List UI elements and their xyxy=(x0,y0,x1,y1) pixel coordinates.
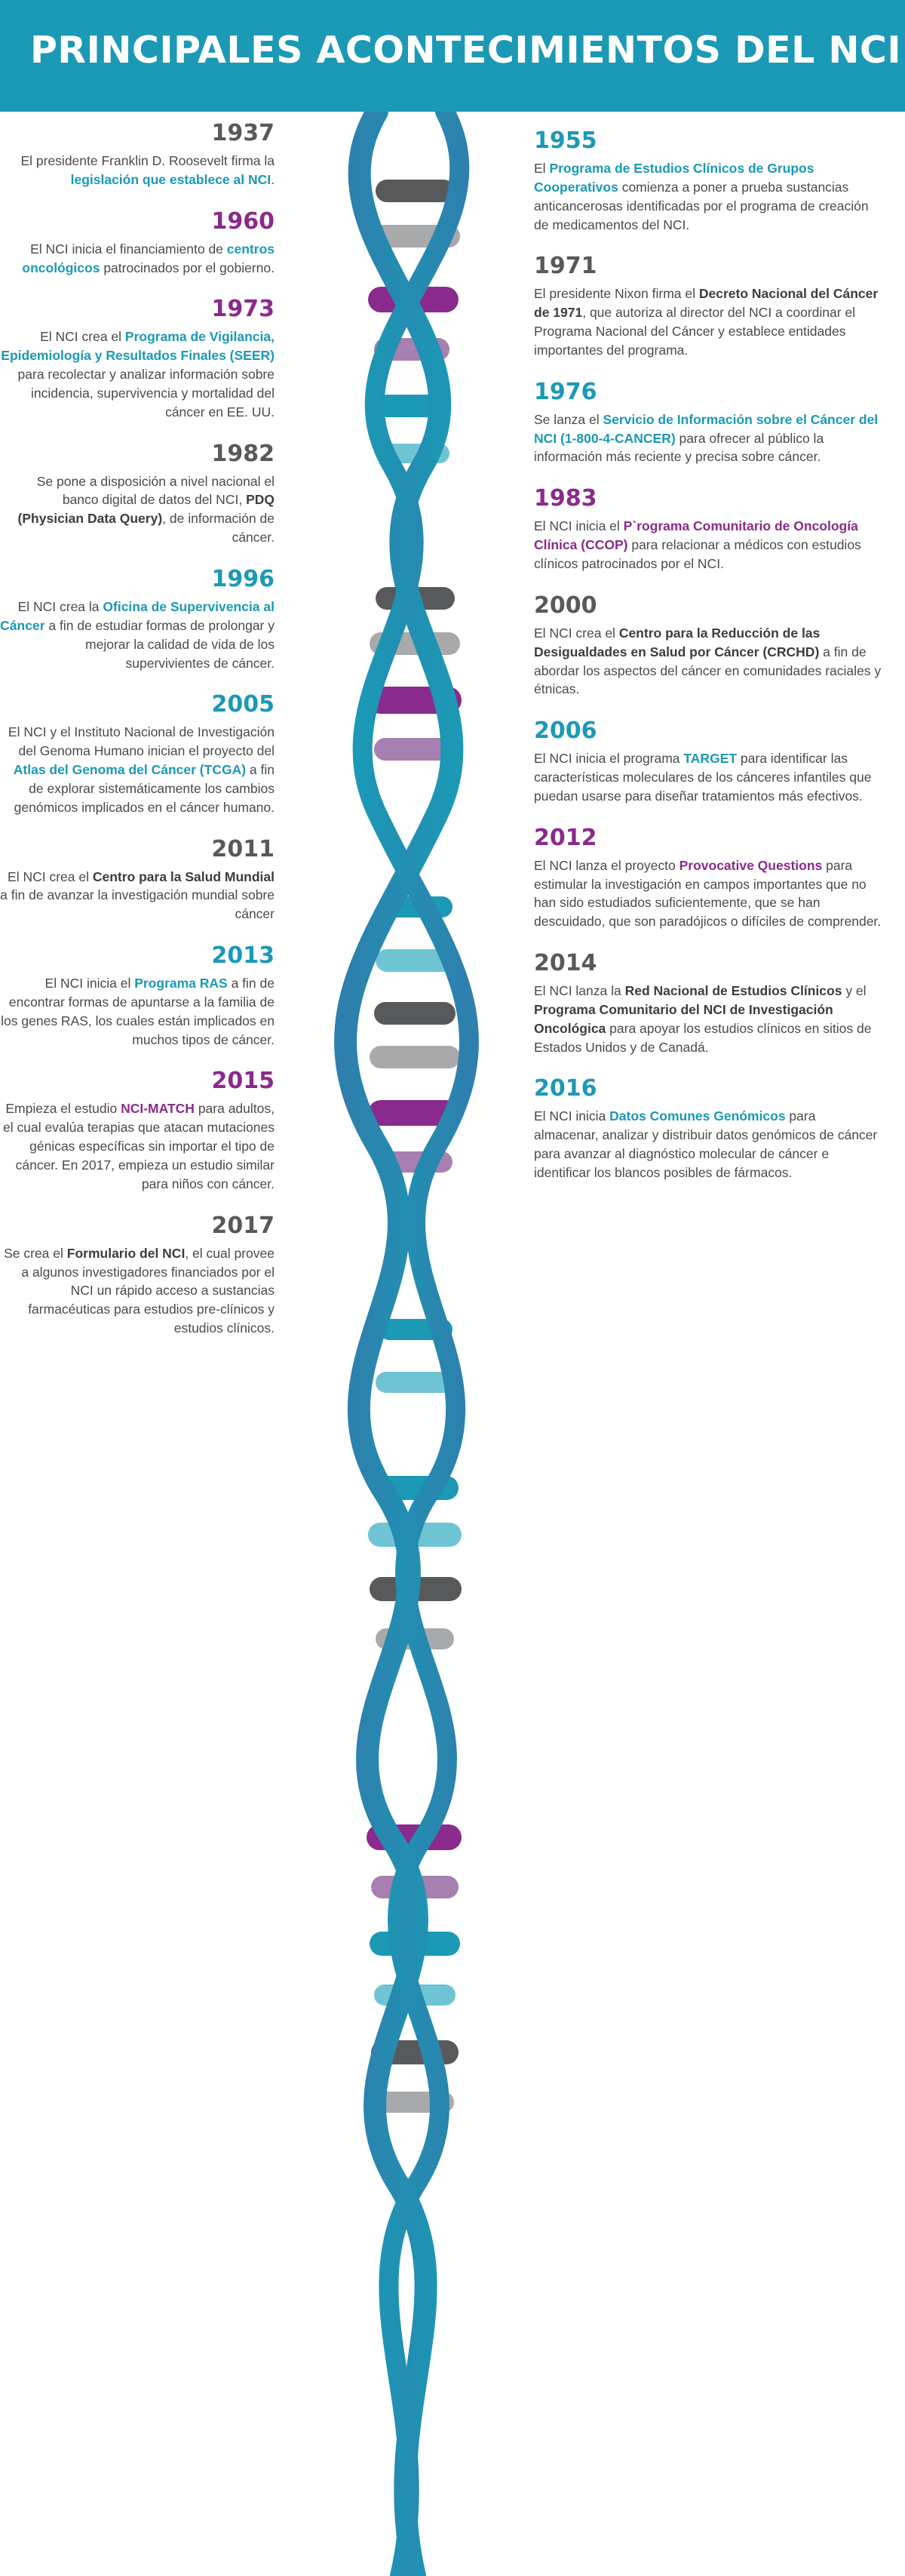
timeline-entry xyxy=(0,943,275,1049)
entry-text: El NCI crea la Oficina de Supervivencia al Cáncer a fin de estudiar formas de prolongar y mejorar la calidad de vida de los supervivientes de cáncer. xyxy=(0,598,275,671)
entry-text: El NCI inicia el Programa RAS a fin de encontrar formas de apuntarse a la familia de los genes RAS, los cuales están implicados en muchos tipos de cáncer. xyxy=(1,976,275,1047)
entry-text: El NCI crea el Centro para la Salud Mundial a fin de avanzar la investigación mundial sobre cáncer xyxy=(0,868,275,922)
entry-year: 2006 xyxy=(534,718,597,745)
entry-text: Se lanza el Servicio de Información sobre el Cáncer del NCI (1-800-4-CANCER) para ofrecer al público la información más reciente y precisa sobre cáncer. xyxy=(534,411,879,465)
entry-year: 1983 xyxy=(534,485,597,512)
timeline-entry xyxy=(534,1076,882,1182)
entry-year: 1996 xyxy=(211,565,275,592)
timeline-entry xyxy=(0,121,275,189)
entry-text: El presidente Franklin D. Roosevelt firma la legislación que establece al NCI. xyxy=(20,153,275,187)
entry-text: El NCI lanza el proyecto Provocative Questions para estimular la investigación en campos importantes que no han sido estudiados suficientemente, que se han descuidado, que son paradójicos o difíciles de comprender. xyxy=(534,857,882,930)
timeline-entry xyxy=(534,486,882,573)
timeline-column-right xyxy=(528,128,882,1202)
timeline-entry xyxy=(534,254,882,359)
entry-year: 1971 xyxy=(534,253,597,280)
timeline-entry xyxy=(534,380,882,467)
entry-year: 2014 xyxy=(534,950,597,977)
entry-text: El NCI y el Instituto Nacional de Investigación del Genoma Humano inician el proyecto del Atlas del Genoma del Cáncer (TCGA) a fin de explorar sistemáticamente los cambios genómicos implicados en el cáncer humano. xyxy=(8,724,275,815)
dna-double-helix xyxy=(287,112,513,2576)
timeline-entry xyxy=(0,297,275,421)
timeline-entry xyxy=(534,718,882,806)
entry-text: El presidente Nixon firma el Decreto Nacional del Cáncer de 1971, que autoriza al director del NCI a coordinar el Programa Nacional del Cáncer y establece entidades importantes del programa. xyxy=(534,286,879,358)
entry-year: 1982 xyxy=(211,440,275,467)
entry-year: 1955 xyxy=(534,128,597,154)
entry-text: El NCI inicia Datos Comunes Genómicos para almacenar, analizar y distribuir datos genómicos de cáncer para avanzar al diagnóstico molecular de cáncer e identificar los blancos posibles de fármacos. xyxy=(534,1108,878,1180)
entry-text: Se crea el Formulario del NCI, el cual provee a algunos investigadores financiados por el NCI un rápido acceso a sustancias farmacéuticas para estudios pre-clínicos y estudios clínicos. xyxy=(4,1245,275,1336)
entry-text: Se pone a disposición a nivel nacional el banco digital de datos del NCI, PDQ (Physician Data Query), de información de cáncer. xyxy=(17,473,275,546)
timeline-entry xyxy=(0,1213,275,1338)
timeline-entry xyxy=(534,593,882,699)
entry-year: 1937 xyxy=(211,120,275,146)
timeline-entry xyxy=(534,951,882,1056)
entry-year: 2000 xyxy=(534,592,597,619)
timeline-entry xyxy=(0,837,275,924)
timeline-entry xyxy=(0,441,275,547)
page-header xyxy=(0,0,905,112)
timeline-entry xyxy=(534,825,882,931)
timeline-entry xyxy=(0,209,275,278)
entry-text: El NCI crea el Programa de Vigilancia, Epidemiología y Resultados Finales (SEER) para recolectar y analizar información sobre incidencia, supervivencia y mortalidad del cáncer en EE. UU. xyxy=(1,329,275,420)
entry-year: 2017 xyxy=(211,1212,275,1239)
entry-year: 1960 xyxy=(211,207,275,235)
timeline-entry xyxy=(0,692,275,816)
entry-text: El NCI inicia el P`rograma Comunitario de Oncología Clínica (CCOP) para relacionar a médicos con estudios clínicos patrocinados por el NCI. xyxy=(534,518,861,571)
entry-year: 2016 xyxy=(534,1075,597,1102)
entry-year: 2013 xyxy=(211,942,275,970)
entry-year: 2015 xyxy=(211,1068,275,1095)
timeline-column-left xyxy=(0,121,296,1357)
entry-year: 2005 xyxy=(211,691,275,718)
entry-text: El NCI inicia el financiamiento de centros oncológicos patrocinados por el gobierno. xyxy=(22,241,275,275)
timeline-entry xyxy=(0,1068,275,1193)
entry-text: El NCI lanza la Red Nacional de Estudios Clínicos y el Programa Comunitario del NCI de Investigación Oncológica para apoyar los estudios clínicos en sitios de Estados Unidos y de Canadá. xyxy=(534,983,872,1055)
entry-year: 1976 xyxy=(534,378,597,405)
entry-text: El NCI inicia el programa TARGET para identificar las características moleculares de los cánceres infantiles que puedan usarse para diseñar tratamientos más efectivos. xyxy=(534,751,872,804)
timeline-entry xyxy=(0,567,275,672)
entry-text: El NCI crea el Centro para la Reducción de las Desigualdades en Salud por Cáncer (CRCHD) a fin de abordar los aspectos del cáncer en comunidades raciales y étnicas. xyxy=(534,625,882,697)
entry-text: El Programa de Estudios Clínicos de Grupos Cooperativos comienza a poner a prueba sustancias anticancerosas identificadas por el programa de creación de medicamentos del NCI. xyxy=(534,161,869,232)
entry-year: 1973 xyxy=(211,296,275,323)
entry-text: Empieza el estudio NCI-MATCH para adultos, el cual evalúa terapias que atacan mutaciones génicas específicas sin importar el tipo de cáncer. En 2017, empieza un estudio similar para niños con cáncer. xyxy=(3,1101,275,1191)
entry-year: 2012 xyxy=(534,824,597,851)
timeline-entry xyxy=(534,128,882,234)
entry-year: 2011 xyxy=(211,835,275,862)
page-title: PRINCIPALES ACONTECIMIENTOS DEL NCI xyxy=(30,29,902,72)
